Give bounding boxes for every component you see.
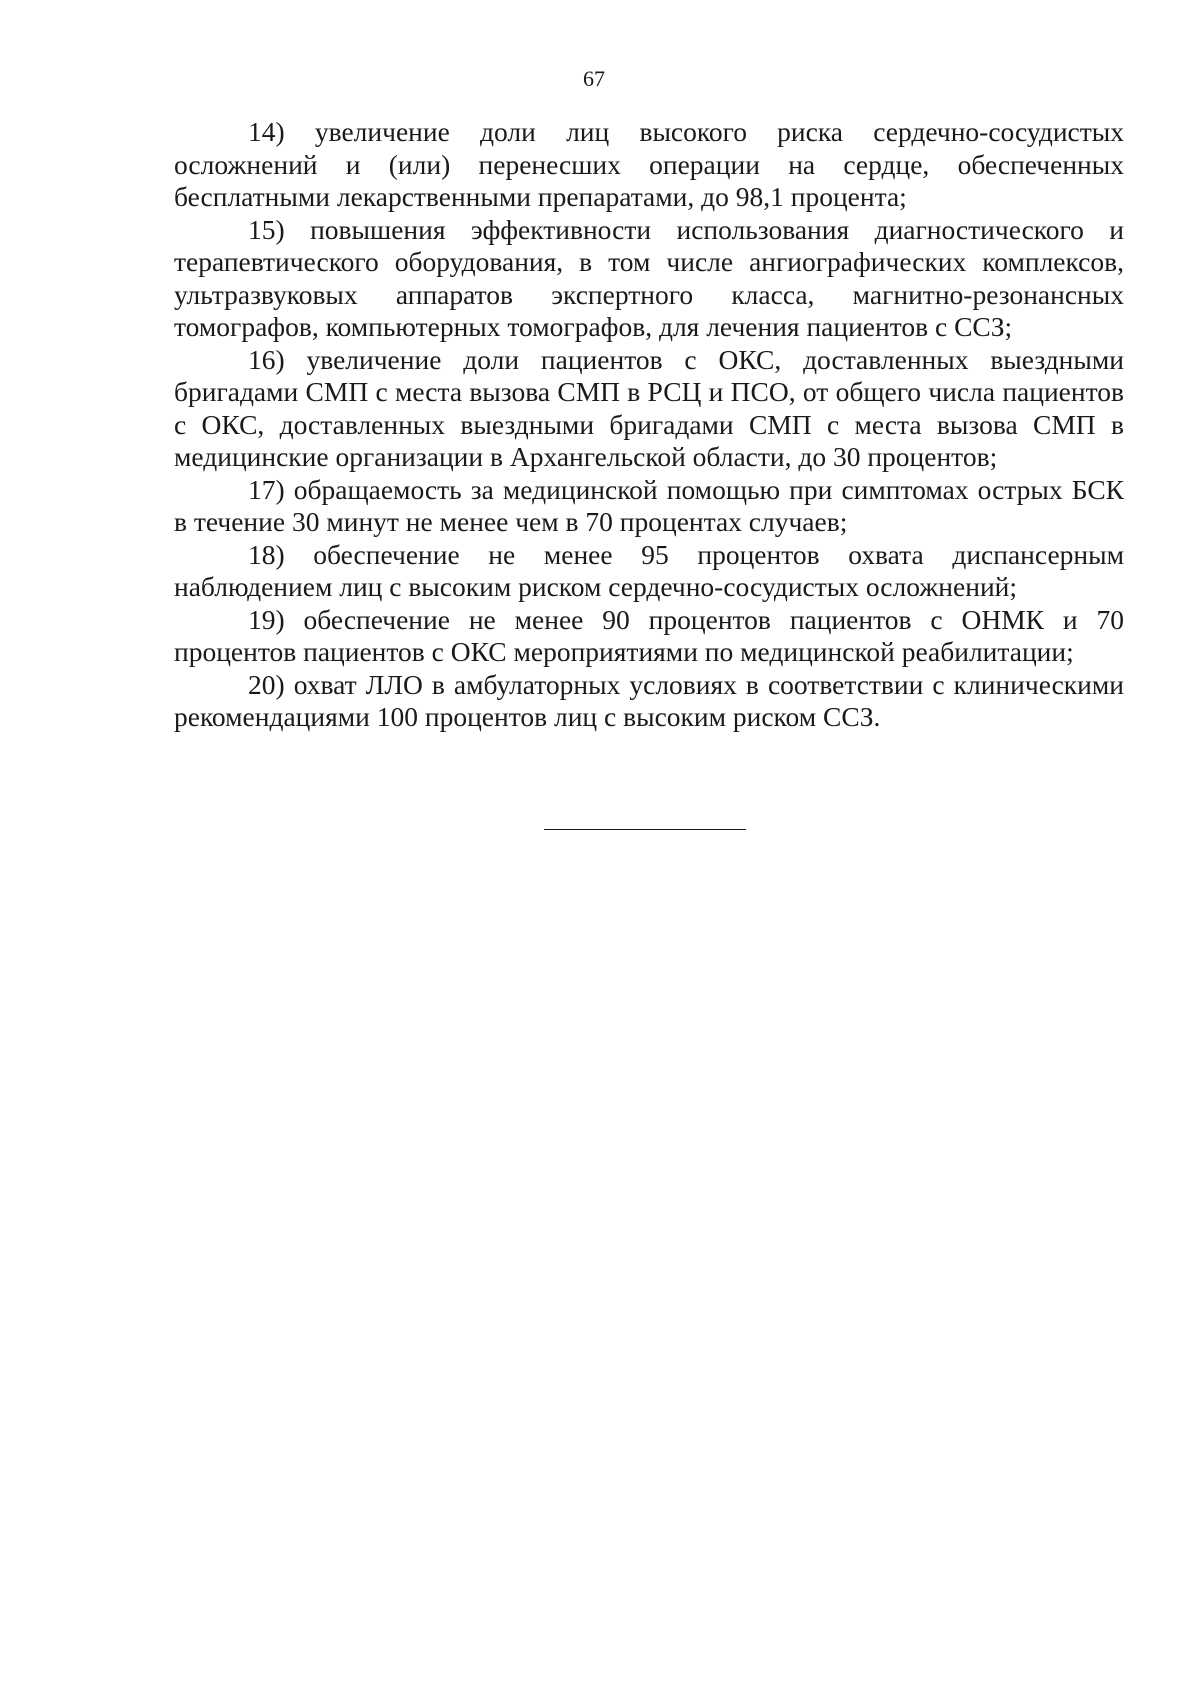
list-item-19: 19) обеспечение не менее 90 процентов пациентов с ОНМК и 70 процентов пациентов с ОКС мероприятиями по медицинской реабилитации; — [174, 603, 1124, 667]
list-item-17: 17) обращаемость за медицинской помощью при симптомах острых БСК в течение 30 минут не менее чем в 70 процентах случаев; — [174, 473, 1124, 537]
list-item-16: 16) увеличение доли пациентов с ОКС, доставленных выездными бригадами СМП с места вызова СМП в РСЦ и ПСО, от общего числа пациентов с ОКС, доставленных выездными бригадами СМП с места вызова СМП в медицинские организации в Архангельской области, до 30 процентов; — [174, 343, 1124, 472]
end-of-text-rule — [544, 829, 746, 830]
list-item-15: 15) повышения эффективности использования диагностического и терапевтического оборудования, в том числе ангиографических комплексов, ультразвуковых аппаратов экспертного класса, магнитно-резонансных томографов, компьютерных томографов, для лечения пациентов с ССЗ; — [174, 213, 1124, 342]
page-number: 67 — [583, 66, 605, 91]
list-item-14: 14) увеличение доли лиц высокого риска сердечно-сосудистых осложнений и (или) перенесших операции на сердце, обеспеченных бесплатными лекарственными препаратами, до 98,1 процента; — [174, 116, 1124, 212]
list-item-18: 18) обеспечение не менее 95 процентов охвата диспансерным наблюдением лиц с высоким риском сердечно-сосудистых осложнений; — [174, 538, 1124, 602]
list-item-20: 20) охват ЛЛО в амбулаторных условиях в соответствии с клиническими рекомендациями 100 процентов лиц с высоким риском ССЗ. — [174, 668, 1124, 732]
document-body — [174, 116, 1124, 734]
